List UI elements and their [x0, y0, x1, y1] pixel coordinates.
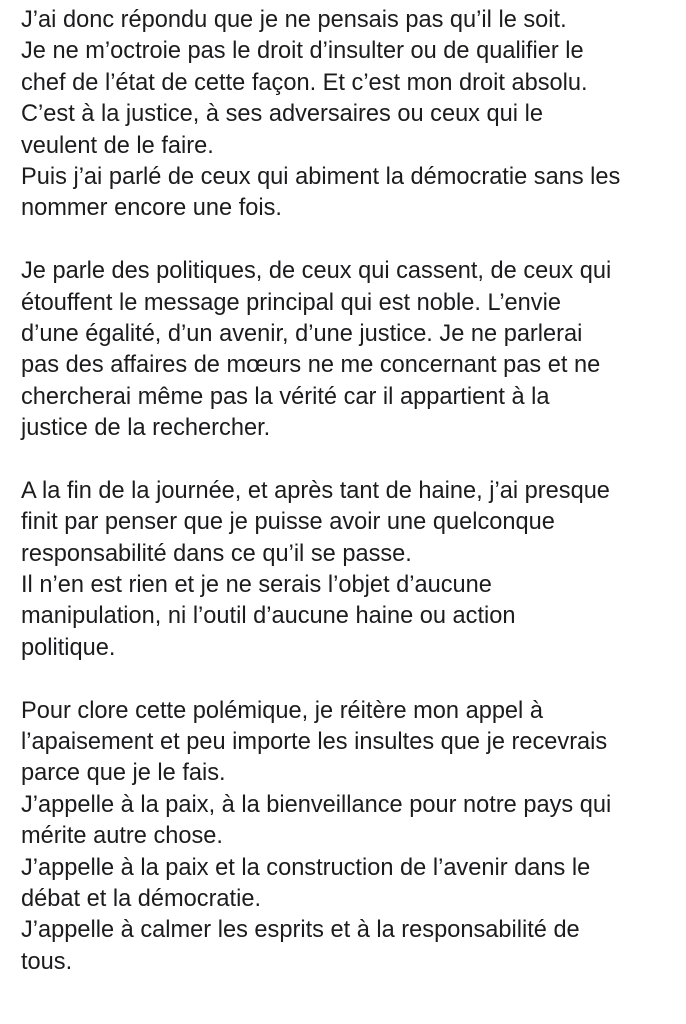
- text-line: mérite autre chose.: [21, 823, 223, 850]
- text-line: J’ai donc répondu que je ne pensais pas qu’il le soit.: [21, 7, 567, 33]
- text-line: veulent de le faire.: [21, 132, 214, 159]
- paragraph-2: [21, 256, 681, 444]
- text-line: tous.: [21, 948, 73, 975]
- paragraph-spacer: [21, 664, 681, 695]
- text-line: A la fin de la journée, et après tant de haine, j’ai presque: [21, 477, 610, 504]
- text-line: J’appelle à calmer les esprits et à la responsabilité de: [21, 917, 580, 944]
- text-line: manipulation, ni l’outil d’aucune haine ou action: [21, 603, 516, 630]
- post-text: [21, 5, 681, 978]
- text-line: Je ne m’octroie pas le droit d’insulter ou de qualifier le: [21, 38, 584, 65]
- paragraph-1: [21, 5, 681, 225]
- text-line: justice de la rechercher.: [21, 415, 271, 442]
- text-line: J’appelle à la paix, à la bienveillance pour notre pays qui: [21, 791, 612, 818]
- text-line: J’appelle à la paix et la construction de l’avenir dans le: [21, 854, 591, 881]
- text-line: responsabilité dans ce qu’il se passe.: [21, 540, 412, 567]
- text-line: d’une égalité, d’un avenir, d’une justice. Je ne parlerai: [21, 320, 583, 347]
- paragraph-spacer: [21, 225, 681, 256]
- text-line: nommer encore une fois.: [21, 195, 282, 222]
- text-line: chef de l’état de cette façon. Et c’est mon droit absolu.: [21, 69, 588, 96]
- text-line: parce que je le fais.: [21, 760, 226, 787]
- paragraph-4: [21, 696, 681, 979]
- text-line: l’apaisement et peu importe les insultes que je recevrais: [21, 728, 608, 755]
- text-line: débat et la démocratie.: [21, 885, 262, 912]
- text-line: chercherai même pas la vérité car il appartient à la: [21, 383, 550, 410]
- text-line: Pour clore cette polémique, je réitère mon appel à: [21, 697, 543, 724]
- text-line: Je parle des politiques, de ceux qui cassent, de ceux qui: [21, 258, 612, 285]
- text-line: politique.: [21, 634, 116, 661]
- text-line: pas des affaires de mœurs ne me concernant pas et ne: [21, 352, 601, 379]
- paragraph-3: [21, 476, 681, 664]
- text-line: Puis j’ai parlé de ceux qui abiment la démocratie sans les: [21, 163, 621, 190]
- text-line: finit par penser que je puisse avoir une quelconque: [21, 509, 555, 536]
- paragraph-spacer: [21, 444, 681, 475]
- text-line: Il n’en est rien et je ne serais l’objet d’aucune: [21, 572, 492, 599]
- text-line: étouffent le message principal qui est noble. L’envie: [21, 289, 561, 316]
- text-line: C’est à la justice, à ses adversaires ou ceux qui le: [21, 101, 543, 128]
